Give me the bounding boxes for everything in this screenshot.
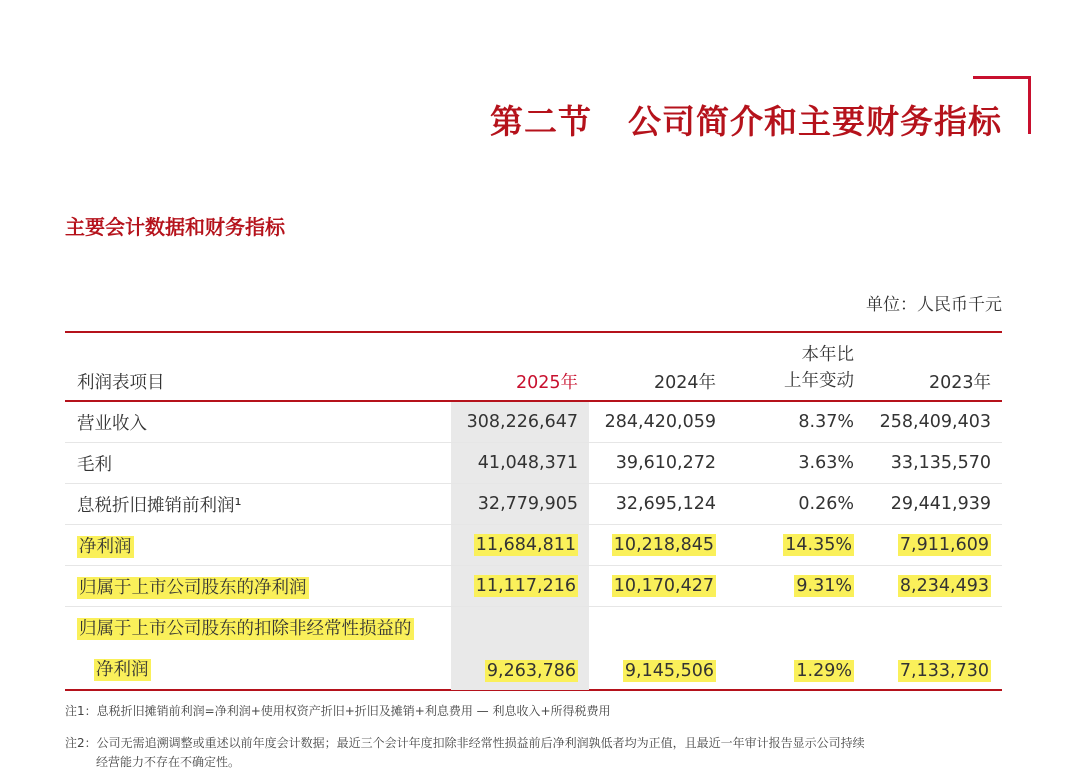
financial-table <box>65 331 1002 691</box>
cell-2024: 9,145,506 <box>624 661 714 681</box>
header-change-line2: 上年变动 <box>784 371 854 391</box>
header-2025: 2025年 <box>515 373 578 393</box>
cell-2023: 29,441,939 <box>890 494 991 514</box>
subtitle: 主要会计数据和财务指标 <box>65 215 285 239</box>
cell-change: 9.31% <box>796 576 852 596</box>
header-2023: 2023年 <box>928 373 991 393</box>
footnote-2 <box>65 734 1025 772</box>
cell-2025: 11,117,216 <box>475 576 576 596</box>
cell-change: 0.26% <box>798 494 854 514</box>
table-row-highlighted <box>65 525 1002 566</box>
row-item-line2: 净利润 <box>96 660 149 680</box>
unit-label: 单位：人民币千元 <box>866 295 1002 315</box>
table-row-highlighted <box>65 566 1002 607</box>
cell-change: 8.37% <box>798 412 854 432</box>
cell-2024: 284,420,059 <box>604 412 716 432</box>
header-2024: 2024年 <box>653 373 716 393</box>
footnote-2-line1: 注2：公司无需追溯调整或重述以前年度会计数据；最近三个会计年度扣除非经常性损益前后净利润孰低者均为正值，且最近一年审计报告显示公司持续 <box>65 736 865 750</box>
footnote-2-line2: 经营能力不存在不确定性。 <box>96 755 241 769</box>
row-item-line1: 归属于上市公司股东的扣除非经常性损益的 <box>79 619 412 639</box>
table-row <box>65 484 1002 525</box>
row-item: 归属于上市公司股东的净利润 <box>79 577 307 598</box>
table-body <box>65 402 1002 689</box>
cell-change: 14.35% <box>785 535 852 555</box>
cell-2024: 10,218,845 <box>613 535 714 555</box>
cell-2025: 308,226,647 <box>466 412 578 432</box>
header-item: 利润表项目 <box>77 373 165 393</box>
table-header-row <box>65 333 1002 400</box>
cell-2025: 9,263,786 <box>486 661 576 681</box>
cell-2023: 7,133,730 <box>899 661 989 681</box>
cell-change: 1.29% <box>796 661 852 681</box>
table-row <box>65 443 1002 484</box>
cell-change: 3.63% <box>798 453 854 473</box>
row-item: 营业收入 <box>77 413 147 434</box>
header-change <box>727 342 865 394</box>
cell-2024: 39,610,272 <box>615 453 716 473</box>
cell-2023: 8,234,493 <box>899 576 989 596</box>
cell-2025: 32,779,905 <box>477 494 578 514</box>
cell-2025: 11,684,811 <box>475 535 576 555</box>
section-number: 第二节 <box>490 102 592 141</box>
cell-2025: 41,048,371 <box>477 453 578 473</box>
header-change-line1: 本年比 <box>801 345 854 365</box>
cell-2024: 32,695,124 <box>615 494 716 514</box>
table-row <box>65 402 1002 443</box>
section-title <box>490 96 1002 143</box>
row-item <box>65 607 451 689</box>
row-item: 毛利 <box>77 454 112 475</box>
table-row-highlighted <box>65 607 1002 689</box>
row-item: 净利润 <box>79 536 132 557</box>
cell-2023: 258,409,403 <box>879 412 991 432</box>
cell-2024: 10,170,427 <box>613 576 714 596</box>
row-item: 息税折旧摊销前利润¹ <box>77 495 242 516</box>
cell-2023: 7,911,609 <box>899 535 989 555</box>
cell-2023: 33,135,570 <box>890 453 991 473</box>
footnote-1: 注1：息税折旧摊销前利润=净利润+使用权资产折旧+折旧及摊销+利息费用 — 利息收入+所得税费用 <box>65 704 611 718</box>
section-name: 公司简介和主要财务指标 <box>628 102 1002 141</box>
